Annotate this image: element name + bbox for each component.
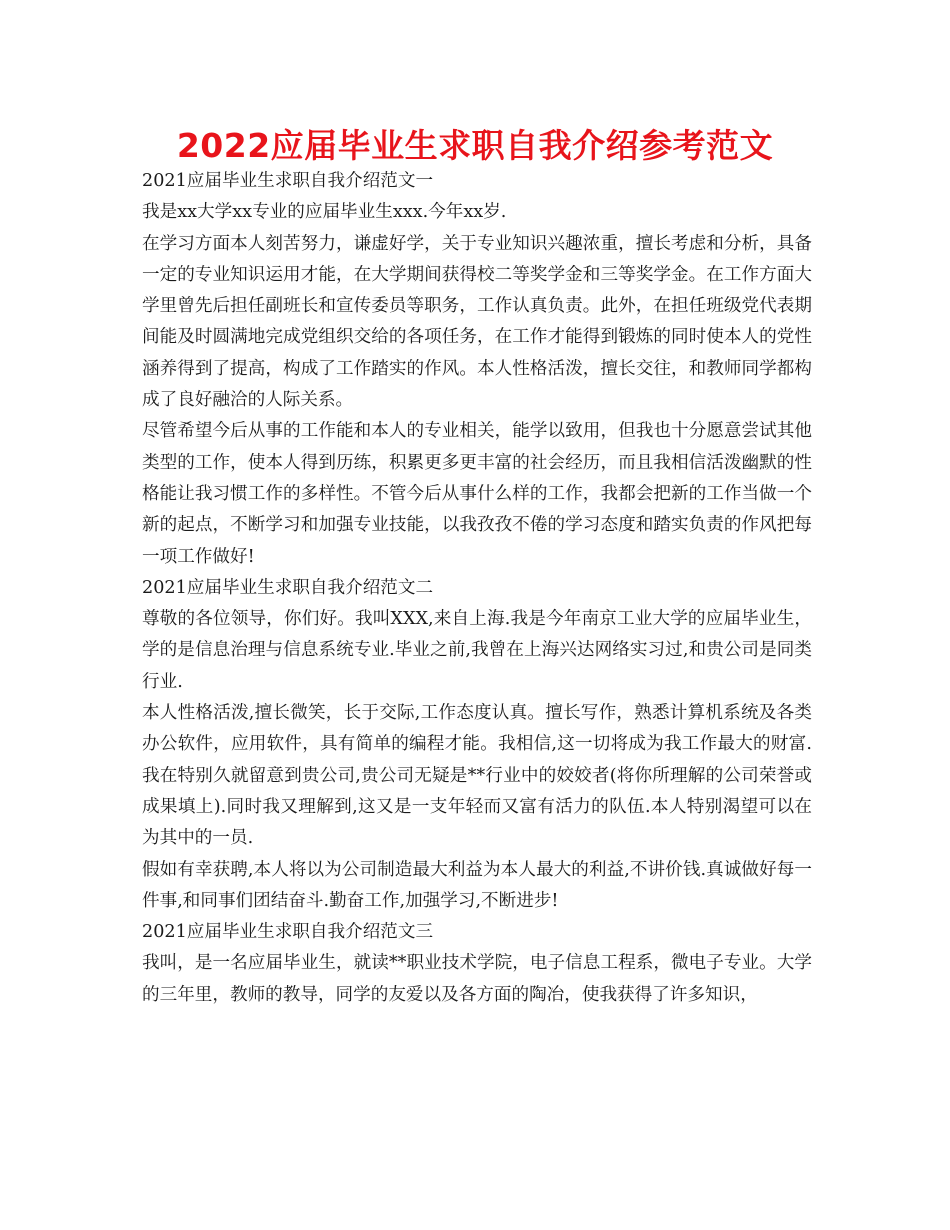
section-heading: 2021应届毕业生求职自我介绍范文一 [142,171,434,191]
paragraph: 尽管希望今后从事的工作能和本人的专业相关，能学以致用，但我也十分愿意尝试其他类型的工作，使本人得到历练，积累更多更丰富的社会经历，而且我相信活泼幽默的性格能让我习惯工作的多样性。不管今后从事什么样的工作，我都会把新的工作当做一个新的起点，不断学习和加强专业技能，以我孜孜不倦的学习态度和踏实负责的作风把每一项工作做好! [142,421,812,567]
section-heading: 2021应届毕业生求职自我介绍范文三 [142,922,434,943]
paragraph: 本人性格活泼,擅长微笑，长于交际,工作态度认真。擅长写作，熟悉计算机系统及各类办公软件，应用软件，具有简单的编程才能。我相信,这一切将成为我工作最大的财富.我在特别久就留意到贵公司,贵公司无疑是**行业中的姣姣者(将你所理解的公司荣誉或成果填上).同时我又理解到,这又是一支年轻而又富有活力的队伍.本人特别渴望可以在为其中的一员. [142,703,812,849]
paragraph: 我是xx大学xx专业的应届毕业生xxx.今年xx岁. [142,202,507,223]
document-body [142,166,812,1011]
paragraph: 尊敬的各位领导，你们好。我叫XXX,来自上海.我是今年南京工业大学的应届毕业生，学的是信息治理与信息系统专业.毕业之前,我曾在上海兴达网络实习过,和贵公司是同类行业. [142,609,812,692]
paragraph: 我叫，是一名应届毕业生，就读**职业技术学院，电子信息工程系，微电子专业。大学的三年里，教师的教导，同学的友爱以及各方面的陶冶，使我获得了许多知识， [142,953,812,1005]
document-title: 2022应届毕业生求职自我介绍参考范文 [176,126,774,165]
paragraph: 假如有幸获聘,本人将以为公司制造最大利益为本人最大的利益,不讲价钱.真诚做好每一件事,和同事们团结奋斗.勤奋工作,加强学习,不断进步! [142,859,812,911]
section-heading: 2021应届毕业生求职自我介绍范文二 [142,577,434,598]
paragraph: 在学习方面本人刻苦努力，谦虚好学，关于专业知识兴趣浓重，擅长考虑和分析，具备一定的专业知识运用才能，在大学期间获得校二等奖学金和三等奖学金。在工作方面大学里曾先后担任副班长和宣传委员等职务，工作认真负责。此外，在担任班级党代表期间能及时圆满地完成党组织交给的各项任务，在工作才能得到锻炼的同时使本人的党性涵养得到了提高，构成了工作踏实的作风。本人性格活泼，擅长交往，和教师同学都构成了良好融洽的人际关系。 [142,233,812,411]
